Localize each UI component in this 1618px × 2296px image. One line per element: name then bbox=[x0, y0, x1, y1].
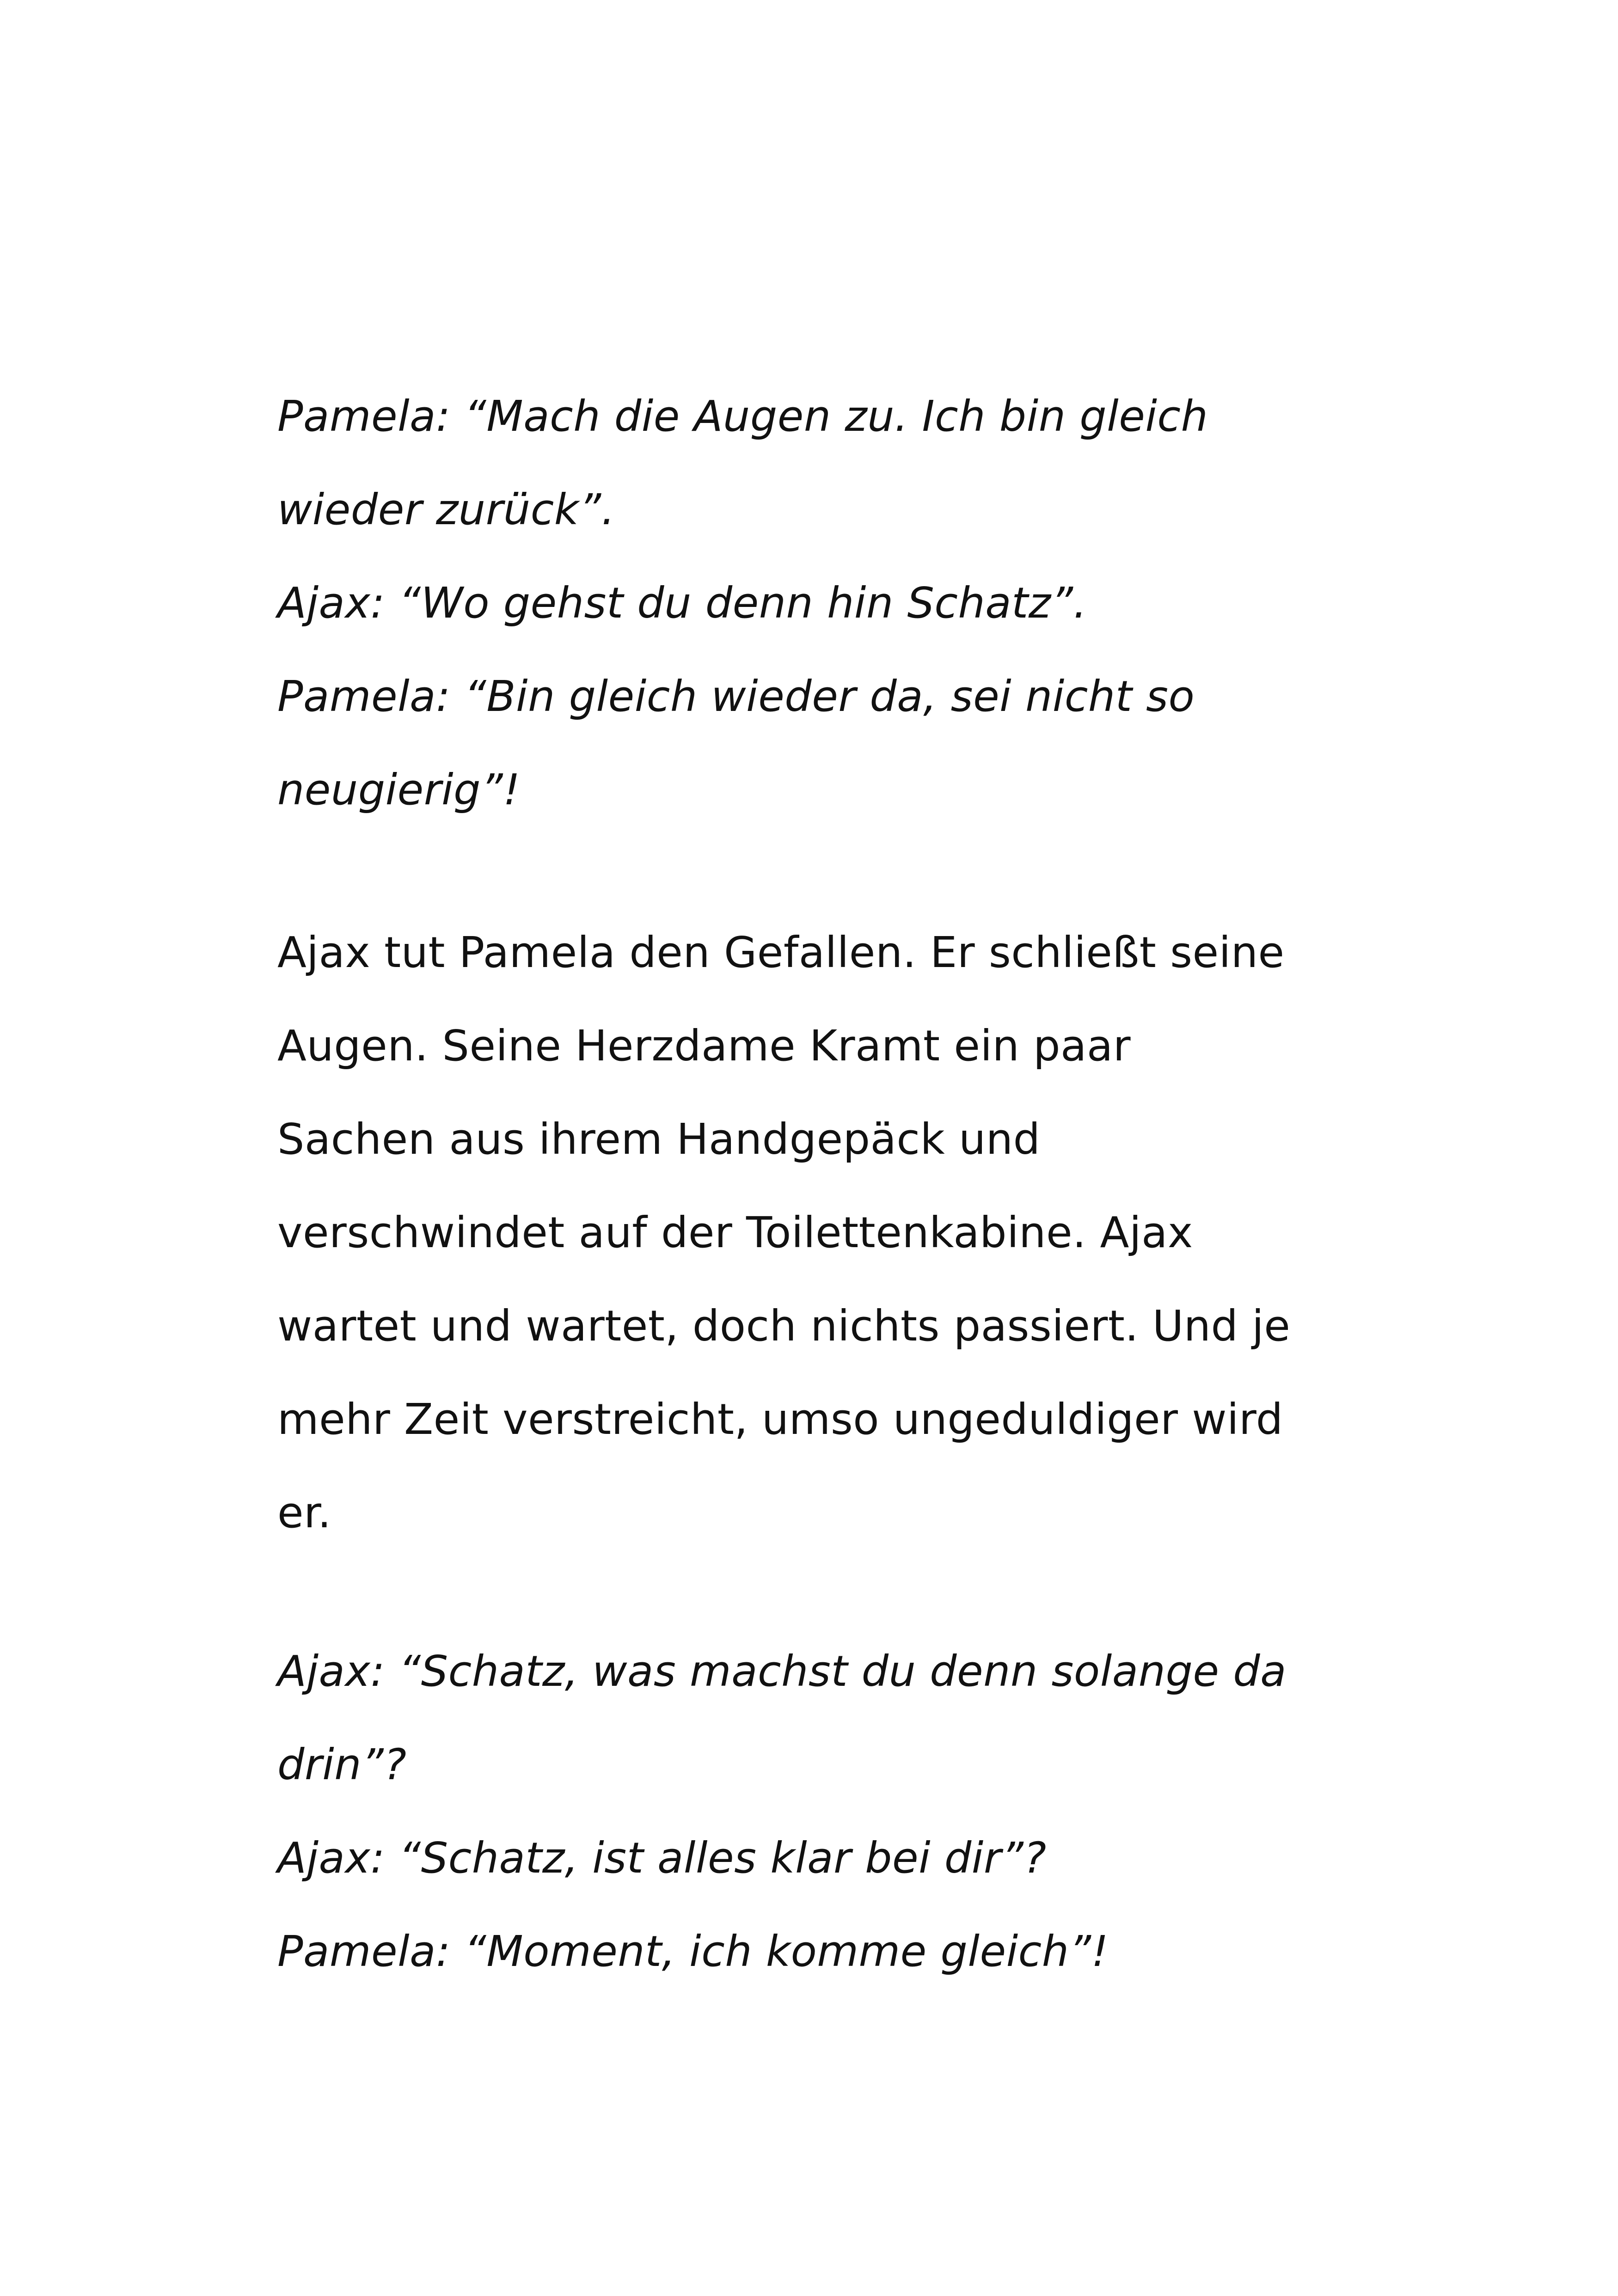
dialogue-line: Pamela: “Mach die Augen zu. Ich bin gleich bbox=[277, 392, 1208, 441]
dialogue-line: Pamela: “Moment, ich komme gleich”! bbox=[277, 1927, 1109, 1976]
dialogue-line: wieder zurück”. bbox=[277, 485, 615, 534]
narration-line: Sachen aus ihrem Handgepäck und bbox=[277, 1114, 1041, 1164]
narration-line: wartet und wartet, doch nichts passiert. Und je bbox=[277, 1301, 1291, 1351]
narration-line: Augen. Seine Herzdame Kramt ein paar bbox=[277, 1021, 1131, 1071]
narration-line: Ajax tut Pamela den Gefallen. Er schließt seine bbox=[277, 928, 1285, 977]
narration-line: er. bbox=[277, 1488, 331, 1537]
dialogue-block-1 bbox=[277, 370, 1387, 837]
narration-line: verschwindet auf der Toilettenkabine. Ajax bbox=[277, 1208, 1193, 1257]
dialogue-block-2 bbox=[277, 1625, 1387, 1998]
dialogue-line: Ajax: “Schatz, ist alles klar bei dir”? bbox=[277, 1833, 1047, 1883]
dialogue-line: Pamela: “Bin gleich wieder da, sei nicht so bbox=[277, 672, 1195, 721]
dialogue-line: Ajax: “Wo gehst du denn hin Schatz”. bbox=[277, 578, 1087, 628]
dialogue-line: Ajax: “Schatz, was machst du denn solange da bbox=[277, 1647, 1287, 1696]
narration-paragraph bbox=[277, 906, 1387, 1560]
dialogue-line: drin”? bbox=[277, 1740, 407, 1789]
narration-line: mehr Zeit verstreicht, umso ungeduldiger wird bbox=[277, 1395, 1283, 1444]
dialogue-line: neugierig”! bbox=[277, 765, 521, 814]
